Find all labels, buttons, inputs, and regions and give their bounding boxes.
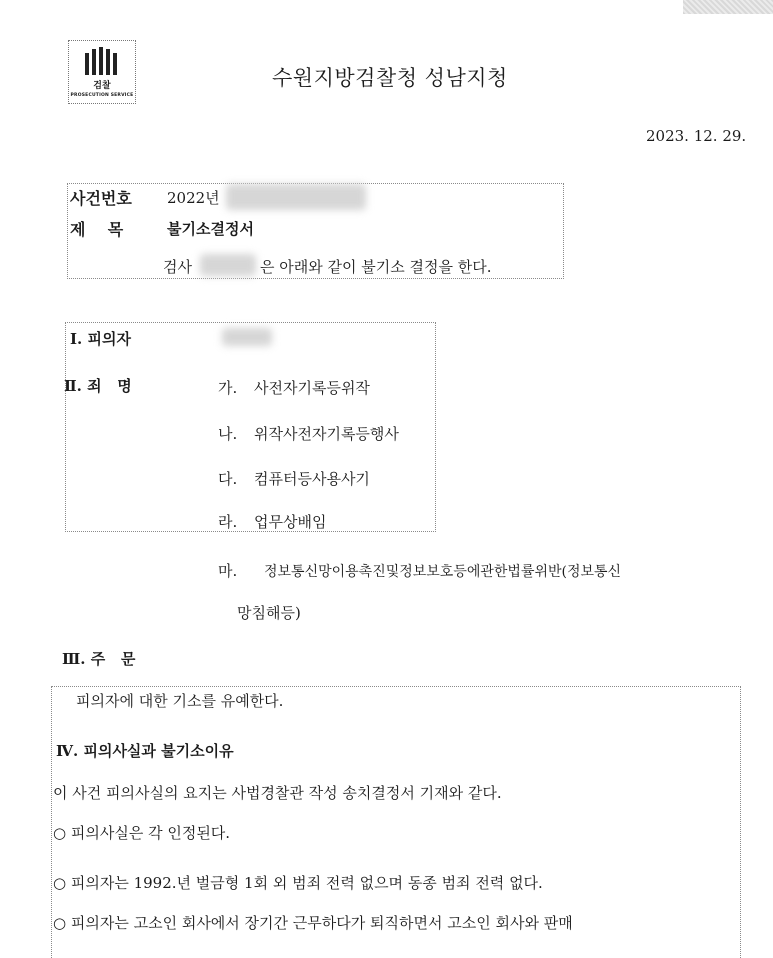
charge-mark: 마. — [218, 562, 238, 580]
charge-item-continuation: 망침해등) — [237, 604, 301, 622]
charge-mark: 나. — [218, 425, 238, 443]
charge-item: 정보통신망이용촉진및정보보호등에관한법률위반(정보통신 — [264, 564, 622, 580]
document-date: 2023. 12. 29. — [646, 127, 747, 145]
reason-line: ○ 피의자는 1992.년 벌금형 1회 외 범죄 전력 없으며 동종 범죄 전력 없다. — [53, 874, 543, 892]
section4-label: Ⅳ. 피의사실과 불기소이유 — [56, 742, 234, 760]
charge-item: 컴퓨터등사용사기 — [254, 470, 370, 488]
logo-english-text: PROSECUTION SERVICE — [70, 93, 134, 98]
case-number-value: 2022년 — [167, 189, 220, 207]
redacted-prosecutor-name — [200, 254, 256, 276]
reason-line: 이 사건 피의사실의 요지는 사법경찰관 작성 송치결정서 기재와 같다. — [53, 784, 502, 802]
office-title: 수원지방검찰청 성남지청 — [272, 66, 508, 90]
redacted-case-number — [226, 184, 366, 210]
reason-line: ○ 피의자는 고소인 회사에서 장기간 근무하다가 퇴직하면서 고소인 회사와 판매 — [53, 914, 573, 932]
charge-mark: 가. — [218, 379, 238, 397]
logo-korean-text: 검찰 — [93, 81, 111, 91]
reason-line: ○ 피의사실은 각 인정된다. — [53, 824, 231, 842]
case-number-label: 사건번호 — [70, 189, 132, 208]
corner-texture — [683, 0, 773, 14]
charge-mark: 다. — [218, 470, 238, 488]
charge-item: 업무상배임 — [254, 513, 327, 531]
charge-item: 위작사전자기록등행사 — [254, 425, 399, 443]
subject-value: 불기소결정서 — [167, 220, 254, 238]
prosecution-logo — [68, 40, 136, 104]
section2-label: Ⅱ. 죄 명 — [64, 377, 132, 395]
charge-item: 사전자기록등위작 — [254, 379, 370, 397]
charge-mark: 라. — [218, 513, 238, 531]
logo-bars-icon — [85, 47, 121, 75]
redacted-suspect-name — [222, 328, 272, 346]
decision-suffix: 은 아래와 같이 불기소 결정을 한다. — [260, 258, 492, 276]
decision-prefix: 검사 — [163, 258, 192, 276]
section3-label: Ⅲ. 주 문 — [62, 650, 136, 668]
disposition-text: 피의자에 대한 기소를 유예한다. — [76, 692, 284, 710]
section1-label: Ⅰ. 피의자 — [70, 330, 131, 348]
subject-label: 제 목 — [70, 220, 124, 239]
